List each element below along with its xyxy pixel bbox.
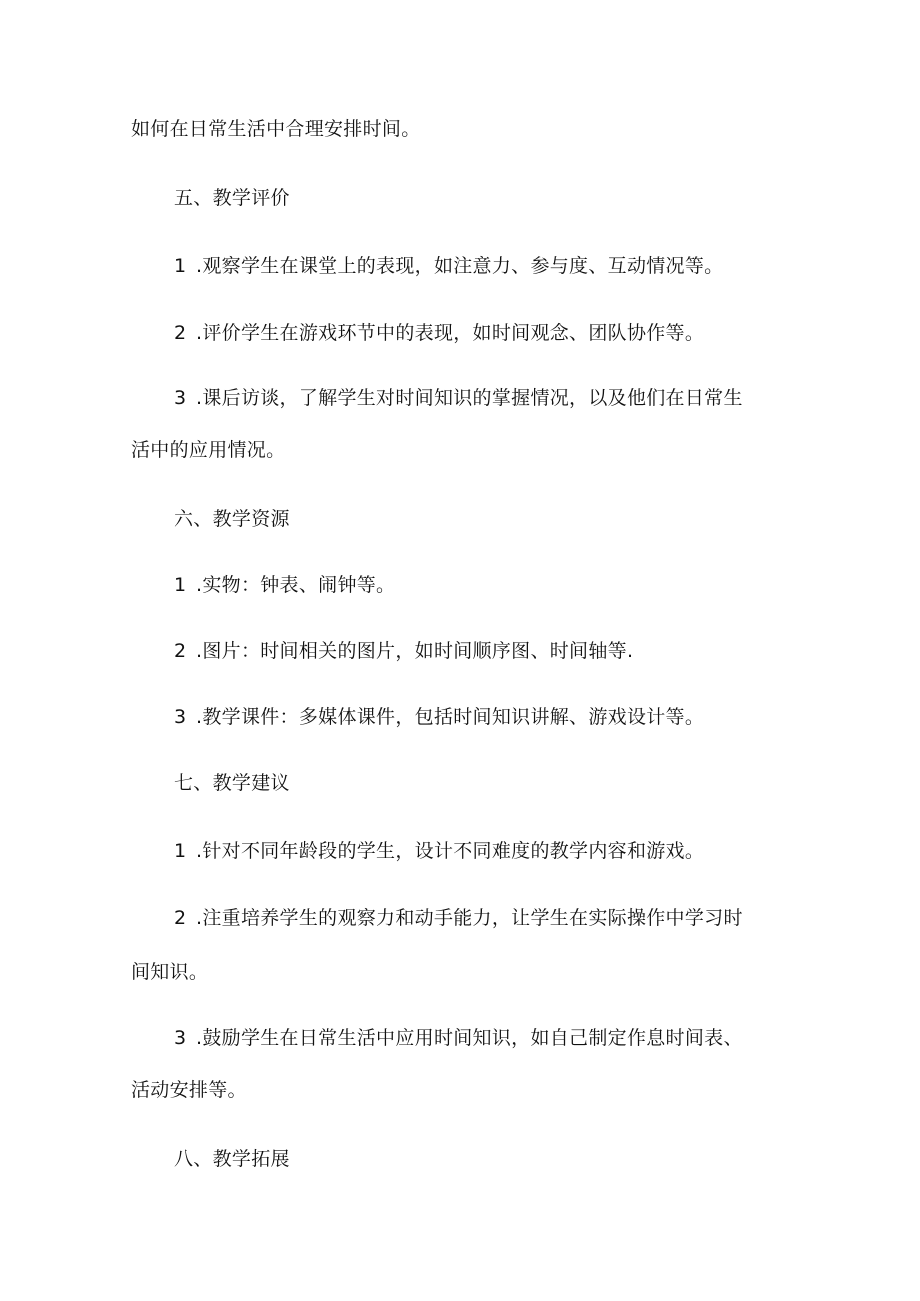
item-number: 3 [174,706,187,728]
list-item [174,704,704,730]
item-text: .课后访谈，了解学生对时间知识的掌握情况，以及他们在日常生 [196,387,743,409]
item-text: .鼓励学生在日常生活中应用时间知识，如自己制定作息时间表、 [196,1027,743,1049]
continuation-text: 如何在日常生活中合理安排时间。 [131,118,421,140]
item-number: 1 [174,840,187,862]
item-number: 3 [174,387,187,409]
item-number: 2 [174,640,187,662]
item-continuation: 活中的应用情况。 [131,439,286,461]
list-item [174,638,633,664]
item-text: .教学课件：多媒体课件，包括时间知识讲解、游戏设计等。 [196,706,705,728]
item-text: .评价学生在游戏环节中的表现，如时间观念、团队协作等。 [196,322,705,344]
section-heading-8: 八、教学拓展 [174,1148,290,1170]
section-heading-5: 五、教学评价 [174,187,290,209]
list-item [174,385,743,411]
section-heading-6: 六、教学资源 [174,508,290,530]
item-number: 3 [174,1027,187,1049]
item-text: .观察学生在课堂上的表现，如注意力、参与度、互动情况等。 [196,255,724,277]
item-text: .针对不同年龄段的学生，设计不同难度的教学内容和游戏。 [196,840,705,862]
list-item [174,838,704,864]
item-text: .图片：时间相关的图片，如时间顺序图、时间轴等. [196,640,634,662]
item-number: 2 [174,907,187,929]
item-text: .注重培养学生的观察力和动手能力，让学生在实际操作中学习时 [196,907,743,929]
item-text: .实物：钟表、闹钟等。 [196,574,396,596]
list-item [174,905,743,931]
list-item [174,320,704,346]
item-number: 1 [174,574,187,596]
list-item [174,253,723,279]
item-continuation: 间知识。 [131,961,209,983]
item-number: 1 [174,255,187,277]
list-item [174,1025,743,1051]
item-number: 2 [174,322,187,344]
section-heading-7: 七、教学建议 [174,772,290,794]
item-continuation: 活动安排等。 [131,1079,247,1101]
list-item [174,572,395,598]
